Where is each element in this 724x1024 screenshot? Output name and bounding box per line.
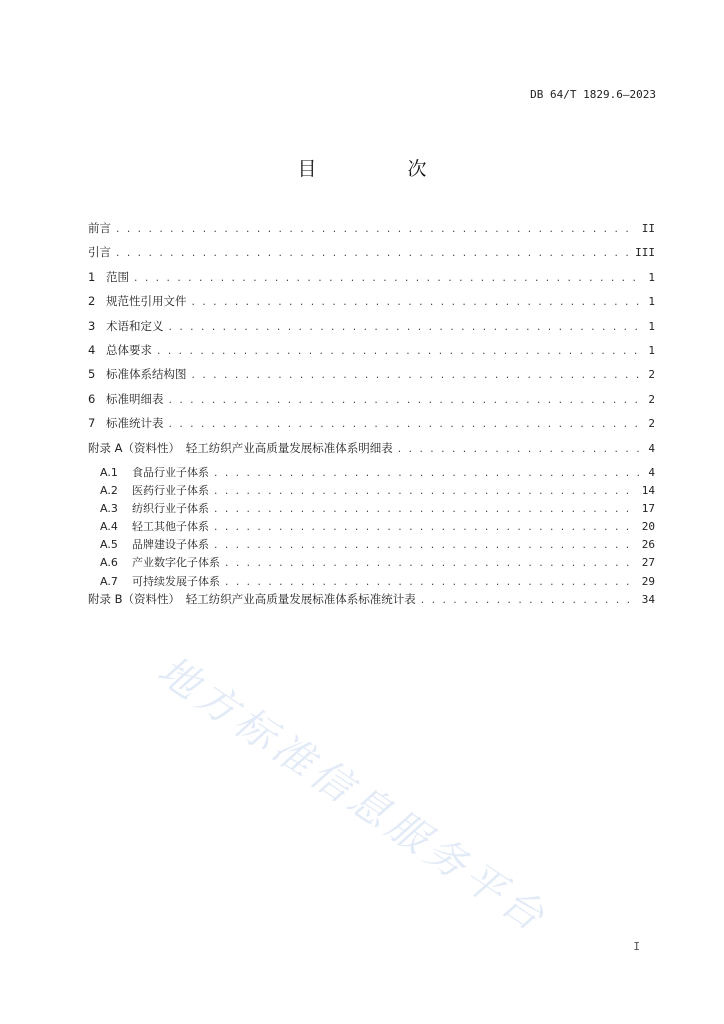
toc-entry-label: [88, 342, 152, 358]
toc-entry-page: 1: [648, 343, 655, 357]
toc-entry-text: 前言: [88, 221, 111, 235]
toc-entry-page: 14: [641, 483, 655, 497]
toc-entry-page: 4: [648, 465, 655, 479]
toc-entry-number: A.7: [100, 574, 118, 588]
toc-entry-label: [88, 366, 187, 382]
toc-dot-leader: [191, 294, 643, 308]
toc-entry[interactable]: [88, 220, 655, 244]
toc-entry-number: 2: [88, 294, 96, 309]
toc-dot-leader: [168, 319, 643, 333]
toc-entry[interactable]: [88, 518, 655, 536]
toc-entry-label: [88, 269, 129, 285]
toc-entry-text: 可持续发展子体系: [132, 574, 220, 588]
toc-entry-text: 引言: [88, 245, 111, 260]
toc-dot-leader: [213, 502, 636, 515]
toc-entry-page: 27: [641, 556, 655, 570]
toc-dot-leader: [115, 245, 629, 259]
toc-entry-text: 品牌建设子体系: [132, 538, 209, 552]
toc-entry-text: 范围: [106, 269, 129, 284]
toc-entry[interactable]: [88, 244, 655, 268]
toc-entry-page: 29: [641, 574, 655, 588]
toc-entry-page: 17: [641, 501, 655, 515]
toc-entry-label: [88, 244, 111, 260]
toc-entry-label: [88, 415, 164, 431]
toc-entry[interactable]: [88, 536, 655, 554]
toc-entry-number: A.3: [100, 501, 118, 515]
toc-entry-label: [100, 482, 209, 498]
table-of-contents: [88, 220, 655, 615]
toc-entry-number: 4: [88, 342, 96, 357]
toc-entry-label: [88, 440, 393, 456]
watermark: 地方标准信息服务平台: [149, 647, 557, 943]
toc-entry-label: [88, 220, 111, 236]
toc-entry-text: 附录 B（资料性） 轻工纺织产业高质量发展标准体系标准统计表: [88, 591, 416, 606]
toc-entry-text: 总体要求: [106, 342, 152, 357]
toc-entry-label: [100, 464, 209, 480]
page-title: 目 次: [297, 158, 463, 180]
toc-entry[interactable]: [88, 269, 655, 293]
toc-entry[interactable]: [88, 464, 655, 482]
toc-entry-text: 规范性引用文件: [106, 294, 187, 309]
document-code: DB 64/T 1829.6—2023: [530, 88, 656, 101]
toc-entry-page: 2: [648, 368, 655, 382]
toc-dot-leader: [191, 367, 643, 381]
toc-entry-number: 6: [88, 391, 96, 406]
toc-dot-leader: [397, 441, 643, 455]
toc-dot-leader: [224, 556, 636, 569]
toc-entry-text: 标准体系结构图: [106, 367, 187, 382]
toc-entry-page: 20: [641, 520, 655, 534]
toc-entry-label: [100, 536, 209, 552]
toc-entry-label: [100, 554, 220, 570]
toc-entry-page: III: [635, 246, 655, 260]
toc-entry[interactable]: [88, 391, 655, 415]
toc-dot-leader: [168, 392, 643, 406]
toc-dot-leader: [420, 592, 636, 606]
toc-entry-text: 标准明细表: [106, 391, 164, 406]
toc-entry[interactable]: [88, 573, 655, 591]
toc-entry-label: [88, 293, 187, 309]
toc-entry-text: 纺织行业子体系: [132, 501, 209, 515]
toc-dot-leader: [115, 221, 636, 235]
toc-entry-text: 产业数字化子体系: [132, 556, 220, 570]
toc-entry-label: [88, 591, 416, 607]
toc-entry[interactable]: [88, 318, 655, 342]
toc-entry[interactable]: [88, 591, 655, 615]
toc-entry-number: 7: [88, 416, 96, 431]
toc-entry-page: 1: [648, 319, 655, 333]
toc-entry-text: 医药行业子体系: [132, 483, 209, 497]
toc-entry[interactable]: [88, 482, 655, 500]
toc-dot-leader: [213, 520, 636, 533]
toc-entry-page: 2: [648, 392, 655, 406]
toc-entry[interactable]: [88, 554, 655, 572]
toc-entry-page: 1: [648, 270, 655, 284]
toc-entry-label: [100, 500, 209, 516]
toc-entry[interactable]: [88, 440, 655, 464]
toc-entry-number: A.6: [100, 556, 118, 570]
toc-entry-number: A.4: [100, 520, 118, 534]
toc-entry-page: 4: [648, 441, 655, 455]
toc-dot-leader: [168, 416, 643, 430]
toc-entry-text: 轻工其他子体系: [132, 520, 209, 534]
toc-entry-label: [88, 391, 164, 407]
toc-entry-page: 26: [641, 538, 655, 552]
toc-entry-number: A.2: [100, 483, 118, 497]
toc-entry-number: 5: [88, 367, 96, 382]
toc-entry-page: 34: [641, 592, 655, 606]
toc-entry-label: [100, 518, 209, 534]
toc-entry-label: [88, 318, 164, 334]
toc-dot-leader: [224, 575, 636, 588]
toc-entry-label: [100, 573, 220, 589]
toc-entry[interactable]: [88, 366, 655, 390]
toc-entry-page: 1: [648, 295, 655, 309]
toc-entry-text: 术语和定义: [106, 318, 164, 333]
toc-dot-leader: [156, 343, 642, 357]
toc-dot-leader: [213, 466, 642, 479]
toc-entry-number: 1: [88, 269, 96, 284]
toc-entry-text: 食品行业子体系: [132, 465, 209, 479]
toc-entry-number: 3: [88, 318, 96, 333]
toc-dot-leader: [213, 538, 636, 551]
toc-entry[interactable]: [88, 500, 655, 518]
toc-entry[interactable]: [88, 342, 655, 366]
toc-entry-page: II: [641, 222, 655, 235]
toc-entry[interactable]: [88, 293, 655, 317]
toc-entry[interactable]: [88, 415, 655, 439]
toc-entry-number: A.1: [100, 465, 118, 479]
toc-dot-leader: [213, 484, 636, 497]
toc-entry-text: 标准统计表: [106, 416, 164, 431]
page-number: I: [633, 940, 640, 953]
toc-entry-text: 附录 A（资料性） 轻工纺织产业高质量发展标准体系明细表: [88, 440, 393, 455]
toc-entry-page: 2: [648, 417, 655, 431]
toc-entry-number: A.5: [100, 538, 118, 552]
toc-dot-leader: [133, 270, 642, 284]
